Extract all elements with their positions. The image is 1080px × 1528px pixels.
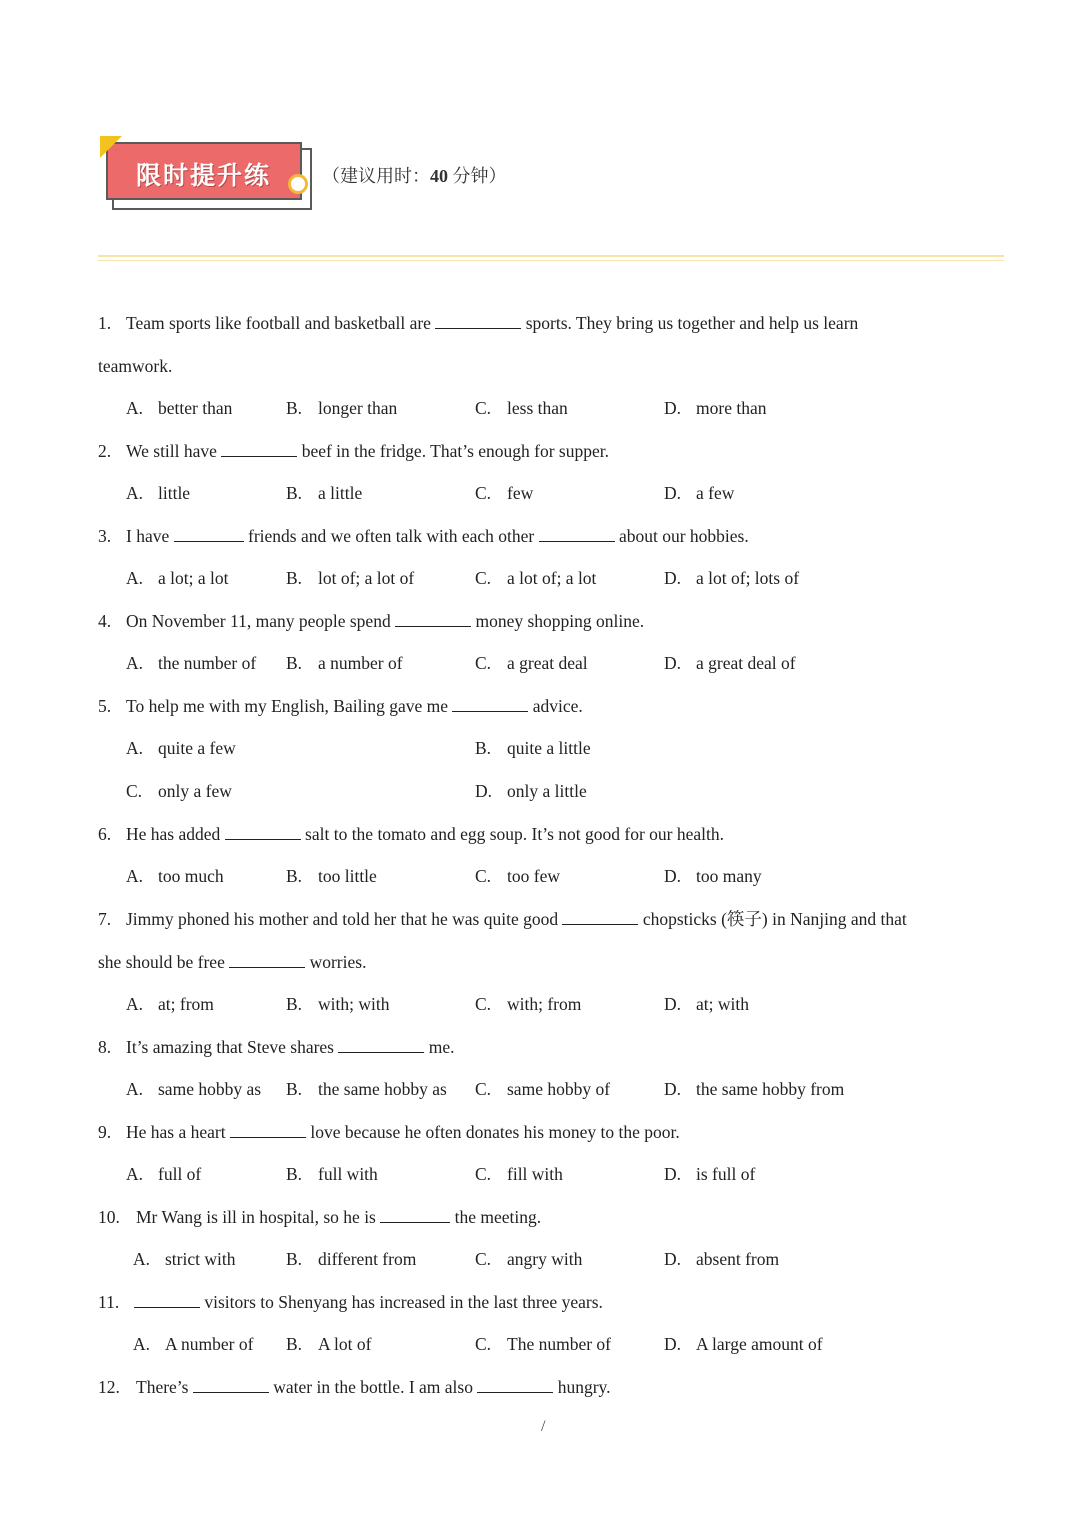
question-1: 1. Team sports like football and basketball are sports. They bring us together and help us learn [98,313,859,333]
section-header [100,136,520,216]
question-2: 2. We still have beef in the fridge. That’s enough for supper. [98,441,609,461]
question-11: 11. visitors to Shenyang has increased in the last three years. [98,1292,603,1312]
option-c: C. a lot of; a lot [475,568,597,588]
option-c: C. The number of [475,1334,611,1354]
option-d: D. too many [664,866,762,886]
answer-blank [193,1376,269,1393]
divider-line [98,255,1004,257]
option-b: B. A lot of [286,1334,372,1354]
option-d: D. A large amount of [664,1334,823,1354]
option-b: B. quite a little [475,738,591,758]
question-6: 6. He has added salt to the tomato and egg soup. It’s not good for our health. [98,824,724,844]
option-c: C. a great deal [475,653,588,673]
option-d: D. more than [664,398,767,418]
answer-blank [435,312,521,329]
answer-blank [380,1206,450,1223]
option-a: A. same hobby as [126,1079,262,1099]
option-b: B. a number of [286,653,403,673]
option-d: D. a great deal of [664,653,796,673]
option-c: C. with; from [475,994,582,1014]
option-a: A. strict with [133,1249,236,1269]
option-a: A. little [126,483,191,503]
question-9: 9. He has a heart love because he often donates his money to the poor. [98,1122,680,1142]
answer-blank [452,695,528,712]
answer-blank [230,1121,306,1138]
time-minutes: 40 [430,166,448,186]
answer-blank [174,525,244,542]
option-a: A. at; from [126,994,214,1014]
question-10: 10. Mr Wang is ill in hospital, so he is the meeting. [98,1207,542,1227]
option-b: B. different from [286,1249,417,1269]
question-7: 7. Jimmy phoned his mother and told her that he was quite good chopsticks (筷子) in Nanjing and that [98,909,907,929]
option-b: B. lot of; a lot of [286,568,415,588]
option-d: D. is full of [664,1164,756,1184]
option-d: D. a lot of; lots of [664,568,800,588]
answer-blank [477,1376,553,1393]
option-c: C. fill with [475,1164,563,1184]
option-b: B. a little [286,483,363,503]
option-a: A. quite a few [126,738,236,758]
option-a: A. better than [126,398,233,418]
option-c: C. few [475,483,534,503]
answer-blank [221,440,297,457]
page-mark: / [541,1418,546,1435]
option-b: B. with; with [286,994,390,1014]
flag-icon [100,136,122,158]
option-d: D. a few [664,483,735,503]
option-b: B. too little [286,866,377,886]
option-c: C. less than [475,398,568,418]
badge-title: 限时提升练 [136,161,272,190]
option-a: A. a lot; a lot [126,568,229,588]
option-c: C. only a few [126,781,232,801]
option-b: B. the same hobby as [286,1079,447,1099]
option-d: D. only a little [475,781,587,801]
option-d: D. at; with [664,994,749,1014]
answer-blank [229,951,305,968]
answer-blank [134,1291,200,1308]
option-b: B. longer than [286,398,398,418]
question-1-line2: teamwork. [98,356,173,376]
answer-blank [395,610,471,627]
option-b: B. full with [286,1164,378,1184]
option-a: A. A number of [133,1334,254,1354]
answer-blank [225,823,301,840]
answer-blank [338,1036,424,1053]
question-5: 5. To help me with my English, Bailing gave me advice. [98,696,583,716]
option-a: A. too much [126,866,224,886]
option-c: C. angry with [475,1249,583,1269]
suggested-time: （建议用时：40 分钟） [322,166,507,186]
option-d: D. absent from [664,1249,780,1269]
option-c: C. too few [475,866,560,886]
divider-line [98,260,1004,261]
answer-blank [539,525,615,542]
question-4: 4. On November 11, many people spend money shopping online. [98,611,645,631]
option-a: A. full of [126,1164,202,1184]
option-d: D. the same hobby from [664,1079,845,1099]
section-badge [106,142,302,200]
question-8: 8. It’s amazing that Steve shares me. [98,1037,455,1057]
ring-icon [288,174,308,194]
answer-blank [562,908,638,925]
question-12: 12. There’s water in the bottle. I am also hungry. [98,1377,611,1397]
question-3: 3. I have friends and we often talk with each other about our hobbies. [98,526,749,546]
option-a: A. the number of [126,653,257,673]
option-c: C. same hobby of [475,1079,611,1099]
question-7-line2: she should be free worries. [98,952,367,972]
